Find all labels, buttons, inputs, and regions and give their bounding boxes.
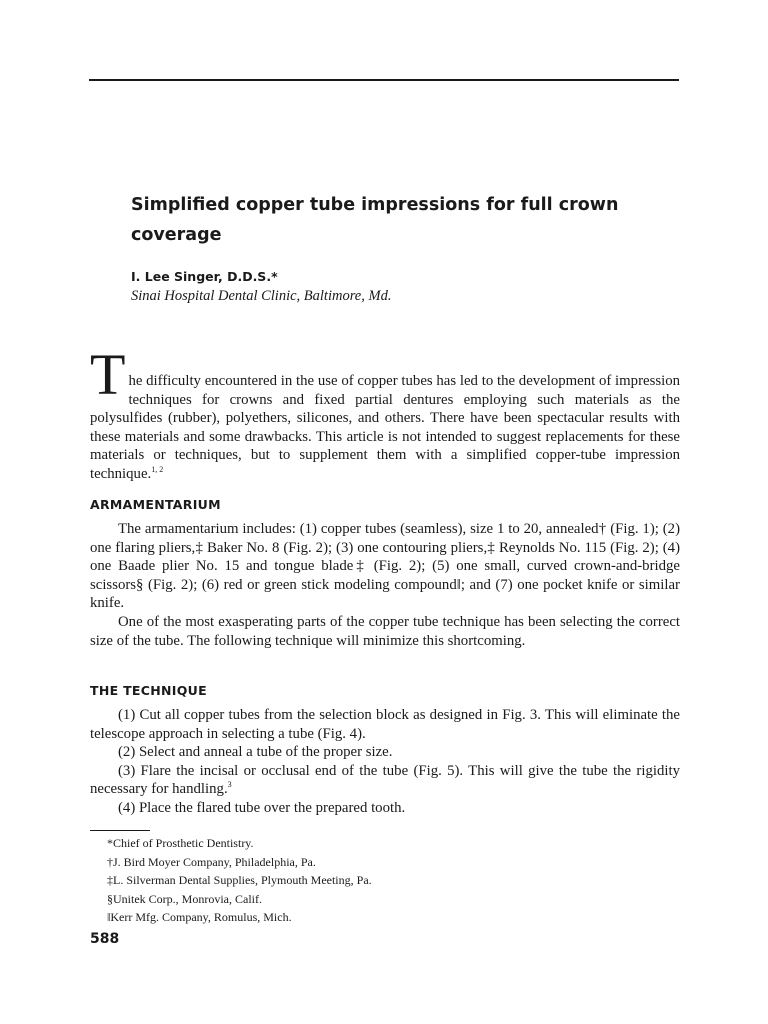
technique-step bbox=[90, 762, 680, 799]
armamentarium-paragraph: One of the most exasperating parts of the copper tube technique has been selecting the correct size of the tube. The following technique will minimize this shortcoming. bbox=[90, 613, 680, 649]
armamentarium-paragraph: The armamentarium includes: (1) copper tubes (seamless), size 1 to 20, annealed† (Fig. 1); (2) one flaring pliers,‡ Baker No. 8 (Fig. 2); (3) one contouring pliers,‡ Reynolds No. 115 (Fig. 2); (4) one Baade plier No. 15 and tongue blade‡ (Fig. 2); (5) one small, curved crown-and-bridge scissors§ (Fig. 2); (6) red or green stick modeling compound‖; and (7) one pocket knife or similar knife. bbox=[90, 521, 680, 612]
technique-section bbox=[90, 706, 680, 818]
technique-step: (4) Place the flared tube over the prepared tooth. bbox=[118, 799, 406, 816]
footnote-rule bbox=[90, 830, 150, 831]
footnote: §Unitek Corp., Monrovia, Calif. bbox=[107, 891, 262, 906]
step-reference: 3 bbox=[227, 780, 232, 790]
article-author: I. Lee Singer, D.D.S.* bbox=[131, 269, 278, 284]
intro-text: he difficulty encountered in the use of copper tubes has led to the development of impression techniques for crowns and fixed partial dentures employing such materials as the polysulfides (rubber), polyethers, silicones, and others. There have been spectacular results with these materials and some drawbacks. This article is not intended to suggest replacements for these materials or techniques, but to supplement them with a simplified copper-tube impression technique. bbox=[90, 373, 680, 482]
drop-cap: T bbox=[90, 342, 126, 407]
technique-step-text: (3) Flare the incisal or occlusal end of the tube (Fig. 5). This will give the tube the rigidity necessary for handling. bbox=[90, 762, 680, 798]
technique-step: (1) Cut all copper tubes from the selection block as designed in Fig. 3. This will eliminate the telescope approach in selecting a tube (Fig. 4). bbox=[90, 707, 680, 742]
footnote: †J. Bird Moyer Company, Philadelphia, Pa. bbox=[107, 854, 316, 869]
intro-paragraph bbox=[90, 342, 680, 484]
footnote: ‖Kerr Mfg. Company, Romulus, Mich. bbox=[107, 910, 292, 924]
armamentarium-heading: ARMAMENTARIUM bbox=[90, 497, 221, 512]
article-title: Simplified copper tube impressions for full crown coverage bbox=[131, 195, 619, 245]
armamentarium-section bbox=[90, 520, 680, 650]
technique-heading: THE TECHNIQUE bbox=[90, 683, 207, 698]
footnote: *Chief of Prosthetic Dentistry. bbox=[107, 836, 254, 850]
footnotes bbox=[107, 834, 667, 927]
footnote: ‡L. Silverman Dental Supplies, Plymouth Meeting, Pa. bbox=[107, 873, 372, 887]
author-affiliation: Sinai Hospital Dental Clinic, Baltimore, Md. bbox=[131, 288, 392, 304]
technique-step: (2) Select and anneal a tube of the proper size. bbox=[118, 744, 393, 761]
intro-reference: 1, 2 bbox=[151, 464, 164, 474]
top-rule bbox=[89, 79, 679, 81]
page-number: 588 bbox=[90, 931, 120, 947]
